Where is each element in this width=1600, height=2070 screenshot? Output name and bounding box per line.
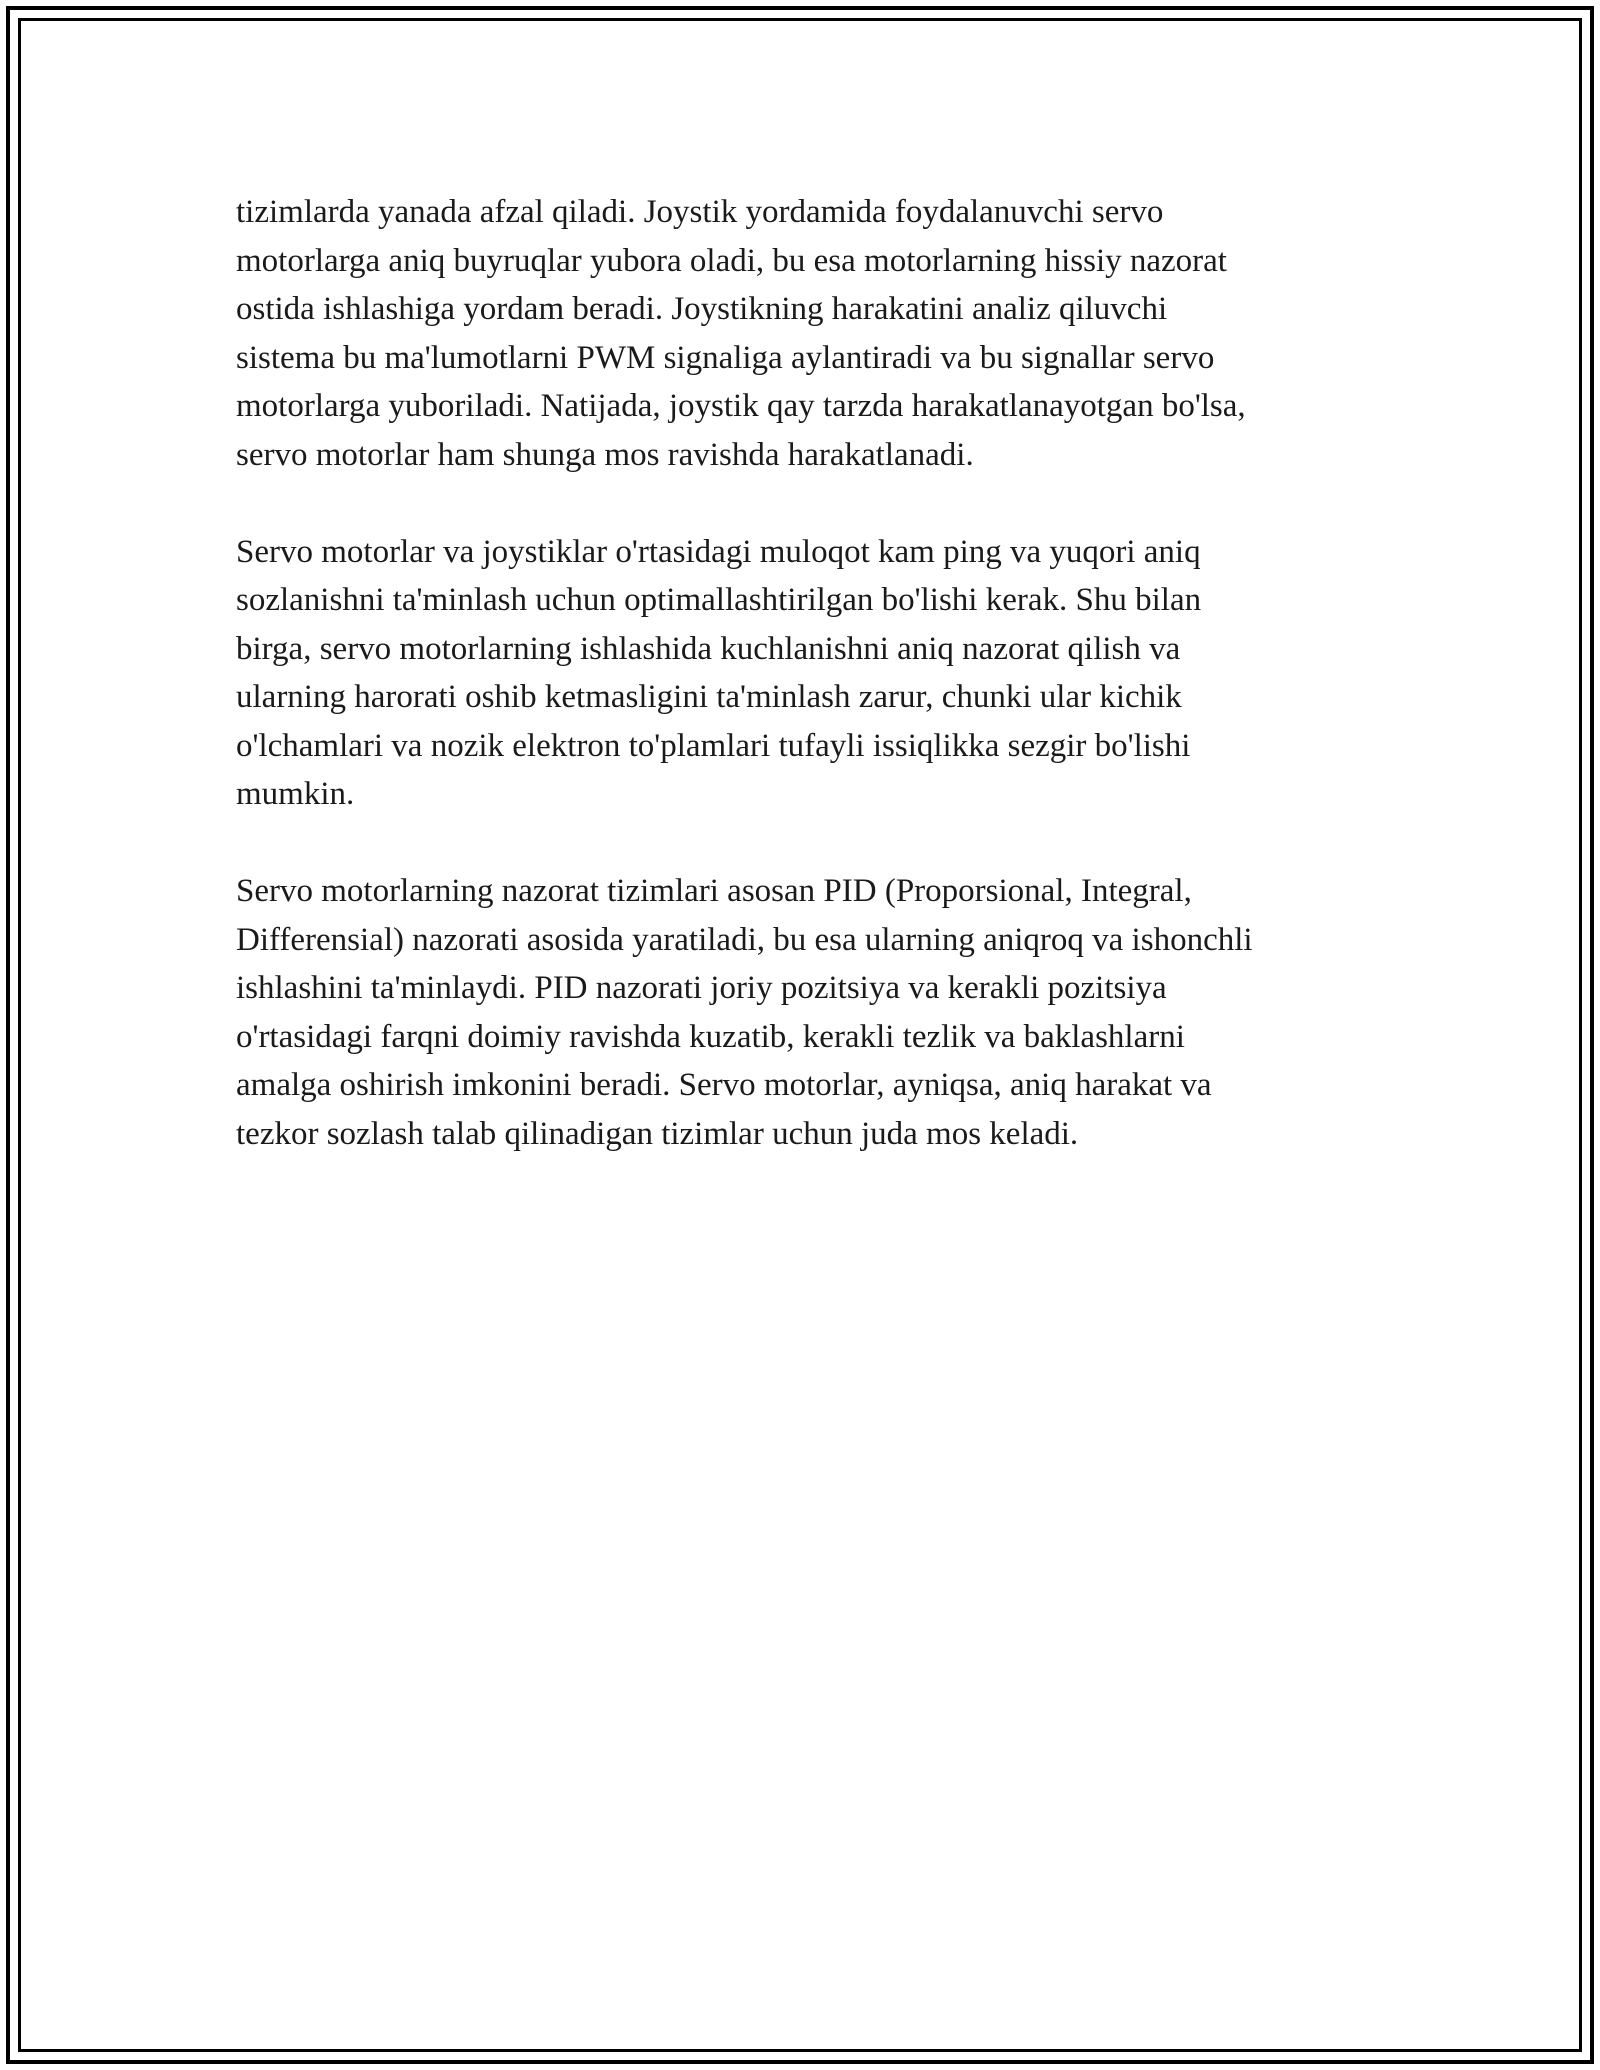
paragraph-line: motorlarga aniq buyruqlar yubora oladi, bu esa motorlarning hissiy nazorat (236, 242, 1227, 279)
paragraph-line: ishlashini ta'minlaydi. PID nazorati joriy pozitsiya va kerakli pozitsiya (236, 970, 1167, 1006)
paragraph-line: servo motorlar ham shunga mos ravishda harakatlanadi. (236, 436, 974, 473)
document-body (236, 188, 1386, 1207)
paragraph-line: ularning harorati oshib ketmasligini ta'minlash zarur, chunki ular kichik (236, 679, 1182, 715)
paragraph-line: o'lchamlari va nozik elektron to'plamlari tufayli issiqlikka sezgir bo'lishi (236, 727, 1191, 764)
paragraph-line: Differensial) nazorati asosida yaratiladi, bu esa ularning aniqroq va ishonchli (236, 921, 1253, 958)
paragraph-line: amalga oshirish imkonini beradi. Servo motorlar, ayniqsa, aniq harakat va (236, 1067, 1212, 1103)
paragraph-line: o'rtasidagi farqni doimiy ravishda kuzatib, kerakli tezlik va baklashlarni (236, 1018, 1185, 1055)
paragraph-line: mumkin. (236, 776, 355, 812)
paragraph-3 (236, 867, 1386, 1158)
paragraph-line: ostida ishlashiga yordam beradi. Joystikning harakatini analiz qiluvchi (236, 291, 1168, 327)
paragraph-line: tezkor sozlash talab qilinadigan tizimlar uchun juda mos keladi. (236, 1115, 1079, 1152)
paragraph-line: Servo motorlarning nazorat tizimlari asosan PID (Proporsional, Integral, (236, 873, 1192, 909)
paragraph-line: sozlanishni ta'minlash uchun optimallashtirilgan bo'lishi kerak. Shu bilan (236, 582, 1202, 618)
paragraph-line: motorlarga yuboriladi. Natijada, joystik qay tarzda harakatlanayotgan bo'lsa, (236, 388, 1246, 424)
paragraph-line: Servo motorlar va joystiklar o'rtasidagi muloqot kam ping va yuqori aniq (236, 533, 1201, 570)
paragraph-2 (236, 528, 1386, 819)
paragraph-line: sistema bu ma'lumotlarni PWM signaliga aylantiradi va bu signallar servo (236, 339, 1215, 376)
paragraph-line: birga, servo motorlarning ishlashida kuchlanishni aniq nazorat qilish va (236, 630, 1181, 667)
paragraph-line: tizimlarda yanada afzal qiladi. Joystik yordamida foydalanuvchi servo (236, 194, 1164, 230)
paragraph-1 (236, 188, 1386, 479)
